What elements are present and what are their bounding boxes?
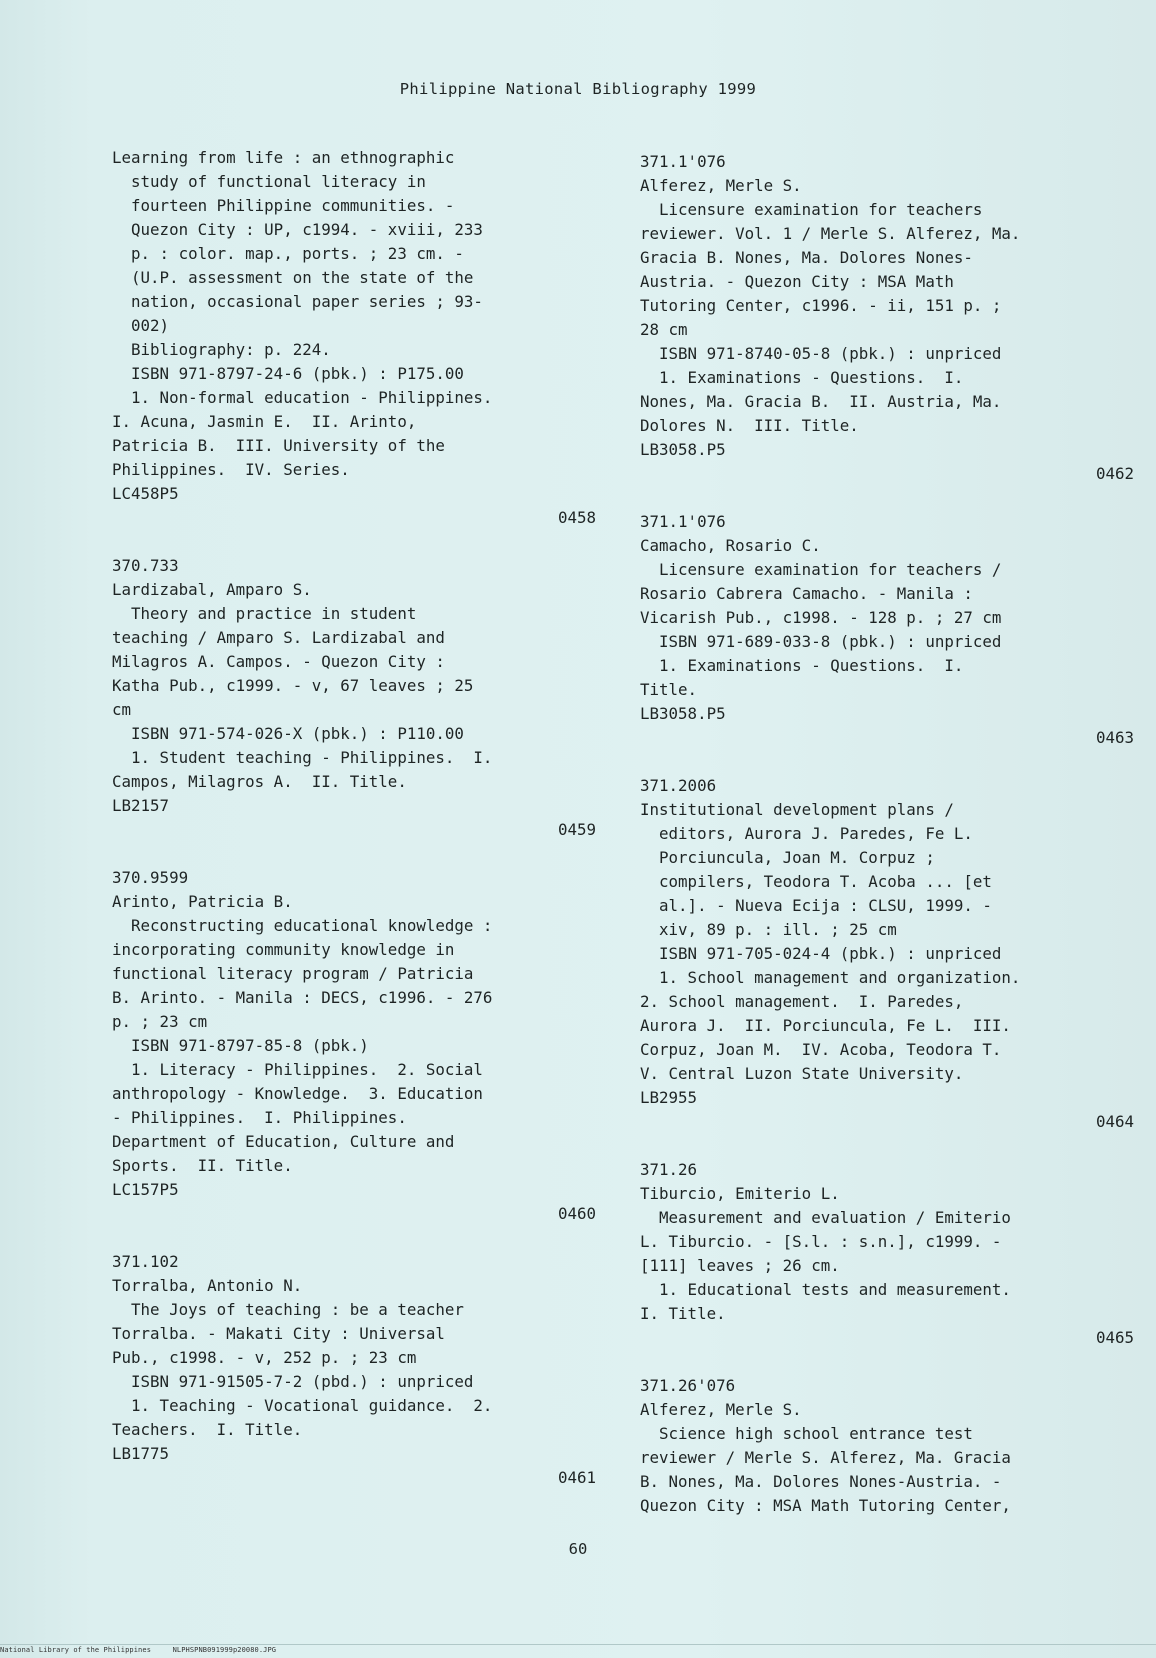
entry-line: Torralba, Antonio N. xyxy=(112,1276,303,1295)
entry-line: Lardizabal, Amparo S. xyxy=(112,580,312,599)
entry-line: Tiburcio, Emiterio L. xyxy=(640,1184,840,1203)
entry-line: The Joys of teaching : be a teacher xyxy=(112,1300,464,1319)
entry-line: Dolores N. III. Title. xyxy=(640,416,859,435)
entry-line: L. Tiburcio. - [S.l. : s.n.], c1999. - xyxy=(640,1232,1002,1251)
entry-line: ISBN 971-8797-85-8 (pbk.) xyxy=(112,1036,369,1055)
entry-line: LB3058.P5 xyxy=(640,704,726,723)
entry-line: 371.26'076 xyxy=(640,1376,736,1395)
entry-line: Camacho, Rosario C. xyxy=(640,536,821,555)
entry-line: p. ; 23 cm xyxy=(112,1012,208,1031)
entry-line: Measurement and evaluation / Emiterio xyxy=(640,1208,1011,1227)
entry-number: 0465 xyxy=(1095,1328,1134,1347)
entry-line: Philippines. IV. Series. xyxy=(112,460,350,479)
entry-line: incorporating community knowledge in xyxy=(112,940,455,959)
entry-line: Nones, Ma. Gracia B. II. Austria, Ma. xyxy=(640,392,1002,411)
entry-line: Milagros A. Campos. - Quezon City : xyxy=(112,652,445,671)
entry-line: Katha Pub., c1999. - v, 67 leaves ; 25 xyxy=(112,676,474,695)
entry-line: 371.1'076 xyxy=(640,512,726,531)
entry-line: Torralba. - Makati City : Universal xyxy=(112,1324,445,1343)
entry-line: 1. Non-formal education - Philippines. xyxy=(112,388,493,407)
bibliography-entry xyxy=(640,510,1134,774)
entry-number: 0460 xyxy=(557,1204,596,1223)
entry-line: nation, occasional paper series ; 93- xyxy=(112,292,483,311)
entry-number: 0459 xyxy=(557,820,596,839)
entry-line: 1. School management and organization. xyxy=(640,968,1021,987)
bibliography-entry xyxy=(112,146,596,554)
entry-line: Quezon City : UP, c1994. - xviii, 233 xyxy=(112,220,483,239)
entry-line: 371.2006 xyxy=(640,776,717,795)
entry-line: LC157P5 xyxy=(112,1180,179,1199)
entry-line: study of functional literacy in xyxy=(112,172,426,191)
bibliography-entry xyxy=(640,150,1134,510)
entry-line: 1. Literacy - Philippines. 2. Social xyxy=(112,1060,483,1079)
entry-line: Campos, Milagros A. II. Title. xyxy=(112,772,407,791)
entry-line: reviewer / Merle S. Alferez, Ma. Gracia xyxy=(640,1448,1011,1467)
entry-line: I. Title. xyxy=(640,1304,726,1323)
entry-number: 0463 xyxy=(1095,728,1134,747)
entry-number: 0464 xyxy=(1095,1112,1134,1131)
bibliography-entry xyxy=(640,774,1134,1158)
entry-line: Tutoring Center, c1996. - ii, 151 p. ; xyxy=(640,296,1002,315)
entry-line: Aurora J. II. Porciuncula, Fe L. III. xyxy=(640,1016,1011,1035)
bibliography-entry xyxy=(112,866,596,1250)
entry-line: Reconstructing educational knowledge : xyxy=(112,916,493,935)
entry-line: Science high school entrance test xyxy=(640,1424,973,1443)
entry-line: Licensure examination for teachers xyxy=(640,200,983,219)
entry-number: 0461 xyxy=(557,1468,596,1487)
entry-line: ISBN 971-91505-7-2 (pbd.) : unpriced xyxy=(112,1372,474,1391)
entry-number: 0458 xyxy=(557,508,596,527)
entry-line: Patricia B. III. University of the xyxy=(112,436,445,455)
entry-line: LB1775 xyxy=(112,1444,170,1463)
entry-line: anthropology - Knowledge. 3. Education xyxy=(112,1084,483,1103)
entry-line: teaching / Amparo S. Lardizabal and xyxy=(112,628,445,647)
entry-line: Department of Education, Culture and xyxy=(112,1132,455,1151)
page-header: Philippine National Bibliography 1999 xyxy=(399,80,757,98)
entry-line: V. Central Luzon State University. xyxy=(640,1064,964,1083)
entry-line: [111] leaves ; 26 cm. xyxy=(640,1256,840,1275)
entry-line: LB3058.P5 xyxy=(640,440,726,459)
entry-line: functional literacy program / Patricia xyxy=(112,964,474,983)
entry-line: Porciuncula, Joan M. Corpuz ; xyxy=(640,848,935,867)
entry-line: LB2157 xyxy=(112,796,170,815)
entry-line: fourteen Philippine communities. - xyxy=(112,196,455,215)
entry-number: 0462 xyxy=(1095,464,1134,483)
entry-line: xiv, 89 p. : ill. ; 25 cm xyxy=(640,920,897,939)
entry-line: al.]. - Nueva Ecija : CLSU, 1999. - xyxy=(640,896,992,915)
entry-line: 002) xyxy=(112,316,170,335)
entry-line: p. : color. map., ports. ; 23 cm. - xyxy=(112,244,464,263)
entry-line: 370.733 xyxy=(112,556,179,575)
bibliography-entry xyxy=(112,554,596,866)
entry-line: Vicarish Pub., c1998. - 128 p. ; 27 cm xyxy=(640,608,1002,627)
entry-line: (U.P. assessment on the state of the xyxy=(112,268,474,287)
entry-line: ISBN 971-705-024-4 (pbk.) : unpriced xyxy=(640,944,1002,963)
entry-line: Gracia B. Nones, Ma. Dolores Nones- xyxy=(640,248,973,267)
entry-line: ISBN 971-574-026-X (pbk.) : P110.00 xyxy=(112,724,464,743)
entry-line: Institutional development plans / xyxy=(640,800,954,819)
entry-line: cm xyxy=(112,700,132,719)
entry-line: Pub., c1998. - v, 252 p. ; 23 cm xyxy=(112,1348,417,1367)
entry-line: Sports. II. Title. xyxy=(112,1156,293,1175)
entry-line: compilers, Teodora T. Acoba ... [et xyxy=(640,872,992,891)
entry-line: Austria. - Quezon City : MSA Math xyxy=(640,272,954,291)
bibliography-entry xyxy=(112,1250,596,1514)
entry-line: Alferez, Merle S. xyxy=(640,1400,802,1419)
entry-line: B. Nones, Ma. Dolores Nones-Austria. - xyxy=(640,1472,1002,1491)
entry-line: Learning from life : an ethnographic xyxy=(112,148,455,167)
entry-line: 1. Student teaching - Philippines. I. xyxy=(112,748,493,767)
entry-line: 2. School management. I. Paredes, xyxy=(640,992,964,1011)
entry-line: Rosario Cabrera Camacho. - Manila : xyxy=(640,584,973,603)
entry-line: 371.1'076 xyxy=(640,152,726,171)
entry-line: ISBN 971-689-033-8 (pbk.) : unpriced xyxy=(640,632,1002,651)
entry-line: Quezon City : MSA Math Tutoring Center, xyxy=(640,1496,1011,1515)
entry-line: B. Arinto. - Manila : DECS, c1996. - 276 xyxy=(112,988,493,1007)
entry-line: Arinto, Patricia B. xyxy=(112,892,293,911)
entry-line: Bibliography: p. 224. xyxy=(112,340,331,359)
page-number: 60 xyxy=(568,1540,588,1558)
entry-line: 1. Examinations - Questions. I. xyxy=(640,368,964,387)
entry-line: LB2955 xyxy=(640,1088,698,1107)
entry-line: I. Acuna, Jasmin E. II. Arinto, xyxy=(112,412,417,431)
entry-line: reviewer. Vol. 1 / Merle S. Alferez, Ma. xyxy=(640,224,1021,243)
entry-line: 371.102 xyxy=(112,1252,179,1271)
entry-line: ISBN 971-8740-05-8 (pbk.) : unpriced xyxy=(640,344,1002,363)
bibliography-entry xyxy=(640,1374,1134,1518)
entry-line: Teachers. I. Title. xyxy=(112,1420,303,1439)
entry-line: ISBN 971-8797-24-6 (pbk.) : P175.00 xyxy=(112,364,464,383)
page-edge xyxy=(0,1644,1156,1645)
entry-line: 370.9599 xyxy=(112,868,189,887)
entry-line: editors, Aurora J. Paredes, Fe L. xyxy=(640,824,973,843)
entry-line: 1. Examinations - Questions. I. xyxy=(640,656,964,675)
entry-line: Alferez, Merle S. xyxy=(640,176,802,195)
right-column xyxy=(640,150,1134,1518)
scan-footer: National Library of the Philippines NLPHSPNB091999p20080.JPG xyxy=(0,1646,277,1654)
entry-line: - Philippines. I. Philippines. xyxy=(112,1108,407,1127)
entry-line: 1. Educational tests and measurement. xyxy=(640,1280,1011,1299)
entry-line: Theory and practice in student xyxy=(112,604,417,623)
entry-line: Title. xyxy=(640,680,698,699)
entry-line: Corpuz, Joan M. IV. Acoba, Teodora T. xyxy=(640,1040,1002,1059)
left-column xyxy=(112,146,596,1514)
entry-line: Licensure examination for teachers / xyxy=(640,560,1002,579)
entry-line: 28 cm xyxy=(640,320,688,339)
bibliography-entry xyxy=(640,1158,1134,1374)
entry-line: 371.26 xyxy=(640,1160,698,1179)
entry-line: LC458P5 xyxy=(112,484,179,503)
entry-line: 1. Teaching - Vocational guidance. 2. xyxy=(112,1396,493,1415)
